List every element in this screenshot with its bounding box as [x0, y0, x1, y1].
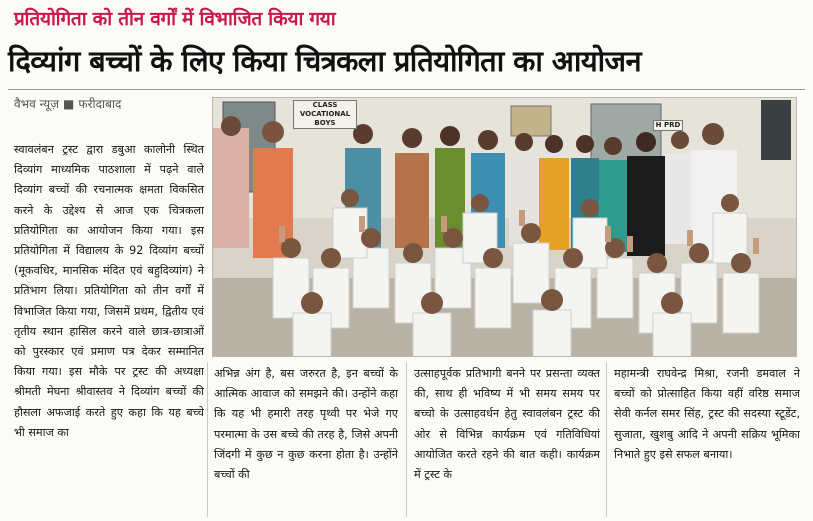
byline-separator: ■ — [63, 97, 75, 111]
classroom-group-photo — [213, 98, 796, 356]
kicker-headline: प्रतियोगिता को तीन वर्गों में विभाजित किया गया — [14, 8, 336, 30]
column-rule — [406, 362, 407, 517]
article-column-2 — [214, 364, 398, 519]
sign-line-1: CLASS VOCATIONAL — [299, 101, 351, 118]
byline — [14, 94, 121, 114]
column-3-text: उत्साहपूर्वक प्रतिभागी बनने पर प्रसन्ता व्यक्त की, साथ ही भविष्य में भी समय समय पर बच्चो के उत्साहवर्धन हेतु स्वावलंबन ट्रस्ट की ओर से विभिन्न कार्यक्रम एवं गतिविधियां आयोजित करते रहने की बात कही। कार्यक्रम में ट्रस्ट के — [414, 367, 600, 482]
column-rule — [606, 362, 607, 517]
news-photo — [212, 97, 797, 357]
column-rule — [207, 362, 208, 517]
column-1-text: स्वावलंबन ट्रस्ट द्वारा डबुआ कालोनी स्थित दिव्यांग माध्यमिक पाठशाला में पढ़ने वाले दिव्यांग बच्चों की रचनात्मक क्षमता विकसित करने के उद्देश्य से आज एक चित्रकला प्रतियोगिता का आयोजन किया गया। इस प्रतियोगिता में विद्यालय के 92 दिव्यांग बच्चों (मूकवधिर, मानसिक मंदित एवं बहुदिव्यांग) ने प्रतिभाग लिया। प्रतियोगिता को तीन वर्गों में विभाजित किया गया, जिसमें प्रथम, द्वितीय एवं तृतीय स्थान हासिल करने वाले छात्र-छात्राओं को पुरस्कार एवं प्रमाण पत्र देकर सम्मानित किया गया। इस मौके पर ट्रस्ट की अध्यक्षा श्रीमती मेघना श्रीवास्तव ने दिव्यांग बच्चों की हौसला अफजाई करते हुए कहा कि यह बच्चे भी समाज का — [14, 143, 204, 439]
article-column-3 — [414, 364, 600, 519]
byline-city: फरीदाबाद — [78, 97, 122, 111]
column-4-text: महामन्त्री राघवेन्द्र मिश्रा, रजनी डमवाल ने बच्चों को प्रोत्साहित किया वहीं वरिष्ठ समाज सेवी कर्नल समर सिंह, ट्रस्ट की सदस्या स्टूडेंट, सुजाता, खुशबु आदि ने अपनी सक्रिय भूमिका निभाते हुए इसे सफल बनाया। — [614, 367, 800, 461]
headline-divider — [8, 89, 805, 90]
article-column-1 — [14, 140, 204, 518]
column-2-text: अभिन्न अंग है, बस जरुरत है, इन बच्चों के आत्मिक आवाज को समझने की। उन्होंने कहा कि यह भी हमारी तरह पृथ्वी पर भेजे गए परमात्मा के उस बच्चे की तरह है, जिसे अपनी जिंदगी में कुछ न कुछ करना होता है। उन्होंने बच्चों की — [214, 367, 398, 482]
classroom-sign — [293, 100, 357, 129]
main-headline: दिव्यांग बच्चों के लिए किया चित्रकला प्रतियोगिता का आयोजन — [8, 44, 641, 78]
byline-source: वैभव न्यूज़ — [14, 97, 59, 111]
sign-line-2: BOYS — [314, 119, 336, 127]
article-column-4 — [614, 364, 800, 519]
wall-label: H PRD — [653, 120, 683, 131]
